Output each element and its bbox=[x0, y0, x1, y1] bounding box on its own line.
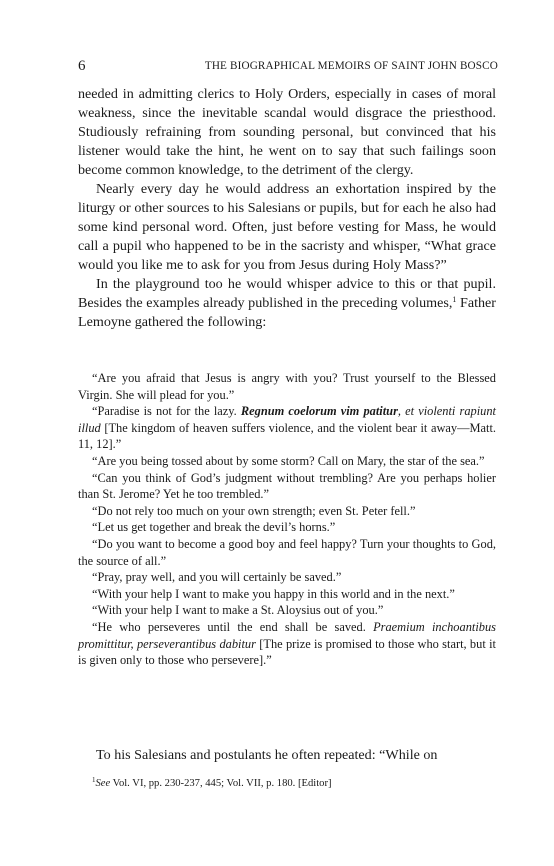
main-text bbox=[78, 85, 496, 332]
quote-6: “Let us get together and break the devil’s horns.” bbox=[92, 520, 336, 535]
quote-1: “Are you afraid that Jesus is angry with you? Trust yourself to the Blessed Virgin. She will plead for you.” bbox=[78, 371, 496, 402]
quote-8: “Pray, pray well, and you will certainly be saved.” bbox=[92, 570, 342, 585]
quote-9: “With your help I want to make you happy in this world and in the next.” bbox=[92, 586, 455, 601]
quote-10: “With your help I want to make a St. Aloysius out of you.” bbox=[92, 603, 384, 618]
closing-text bbox=[78, 746, 496, 765]
paragraph-3-text: In the playground too he would whisper advice to this or that pupil. Besides the examples already published in the preceding volumes, bbox=[78, 276, 496, 311]
quote-2 bbox=[78, 403, 496, 453]
footnote-text: Vol. VI, pp. 230-237, 445; Vol. VII, p. 180. [Editor] bbox=[110, 778, 332, 789]
quote-11 bbox=[78, 619, 496, 669]
paragraph-3-text-end: Father Lemoyne gathered the following: bbox=[78, 295, 496, 330]
quote-11-text: “He who perseveres until the end shall be saved. bbox=[92, 619, 374, 634]
quote-11-translation: [The prize is promised to those who start, but it is given only to those who persevere].” bbox=[78, 636, 496, 668]
quote-4: “Can you think of God’s judgment without trembling? Are you perhaps holier than St. Jerome? Yet he too trembled.” bbox=[78, 470, 496, 502]
paragraph-4: To his Salesians and postulants he often repeated: “While on bbox=[96, 747, 438, 763]
quote-2-translation: [The kingdom of heaven suffers violence, and the violent bear it away—Matt. 11, 12].” bbox=[78, 420, 496, 452]
quote-2-latin-bold: Regnum coelorum vim patitur bbox=[240, 404, 398, 419]
paragraph-3 bbox=[78, 275, 496, 332]
quote-3: “Are you being tossed about by some storm? Call on Mary, the star of the sea.” bbox=[92, 453, 485, 468]
quote-7: “Do you want to become a good boy and feel happy? Turn your thoughts to God, the source of all.” bbox=[78, 536, 496, 568]
paragraph-2: Nearly every day he would address an exhortation inspired by the liturgy or other sources to his Salesians or pupils, but for each he also had some kind personal word. Often, just before vesting for Mass, he would call a pupil who happened to be in the sacristy and whisper, “What grace would you like me to ask for you from Jesus during Holy Mass?” bbox=[78, 181, 496, 273]
footnote-reference[interactable]: 1 bbox=[452, 295, 457, 304]
quote-5: “Do not rely too much on your own strength; even St. Peter fell.” bbox=[92, 503, 416, 518]
paragraph-1: needed in admitting clerics to Holy Orders, especially in cases of moral weakness, since the inevitable scandal would disgrace the priesthood. Studiously refraining from sounding personal, but convinced that his listener would take the hint, he went on to say that such failings soon become common knowledge, to the detriment of the clergy. bbox=[78, 86, 496, 178]
quote-2-latin: , et violenti rapiunt illud bbox=[78, 404, 496, 435]
footnote-marker: 1 bbox=[92, 776, 96, 784]
footnote bbox=[92, 777, 496, 791]
running-title: THE BIOGRAPHICAL MEMOIRS OF SAINT JOHN BOSCO bbox=[204, 60, 498, 72]
page-number: 6 bbox=[78, 58, 86, 74]
page-header bbox=[78, 58, 498, 76]
quote-2-text: “Paradise is not for the lazy. bbox=[92, 404, 241, 419]
quote-11-latin: Praemium inchoantibus promittitur, perseverantibus dabitur bbox=[78, 619, 496, 651]
footnote-see: See bbox=[95, 778, 111, 789]
quotations-block bbox=[78, 370, 496, 669]
